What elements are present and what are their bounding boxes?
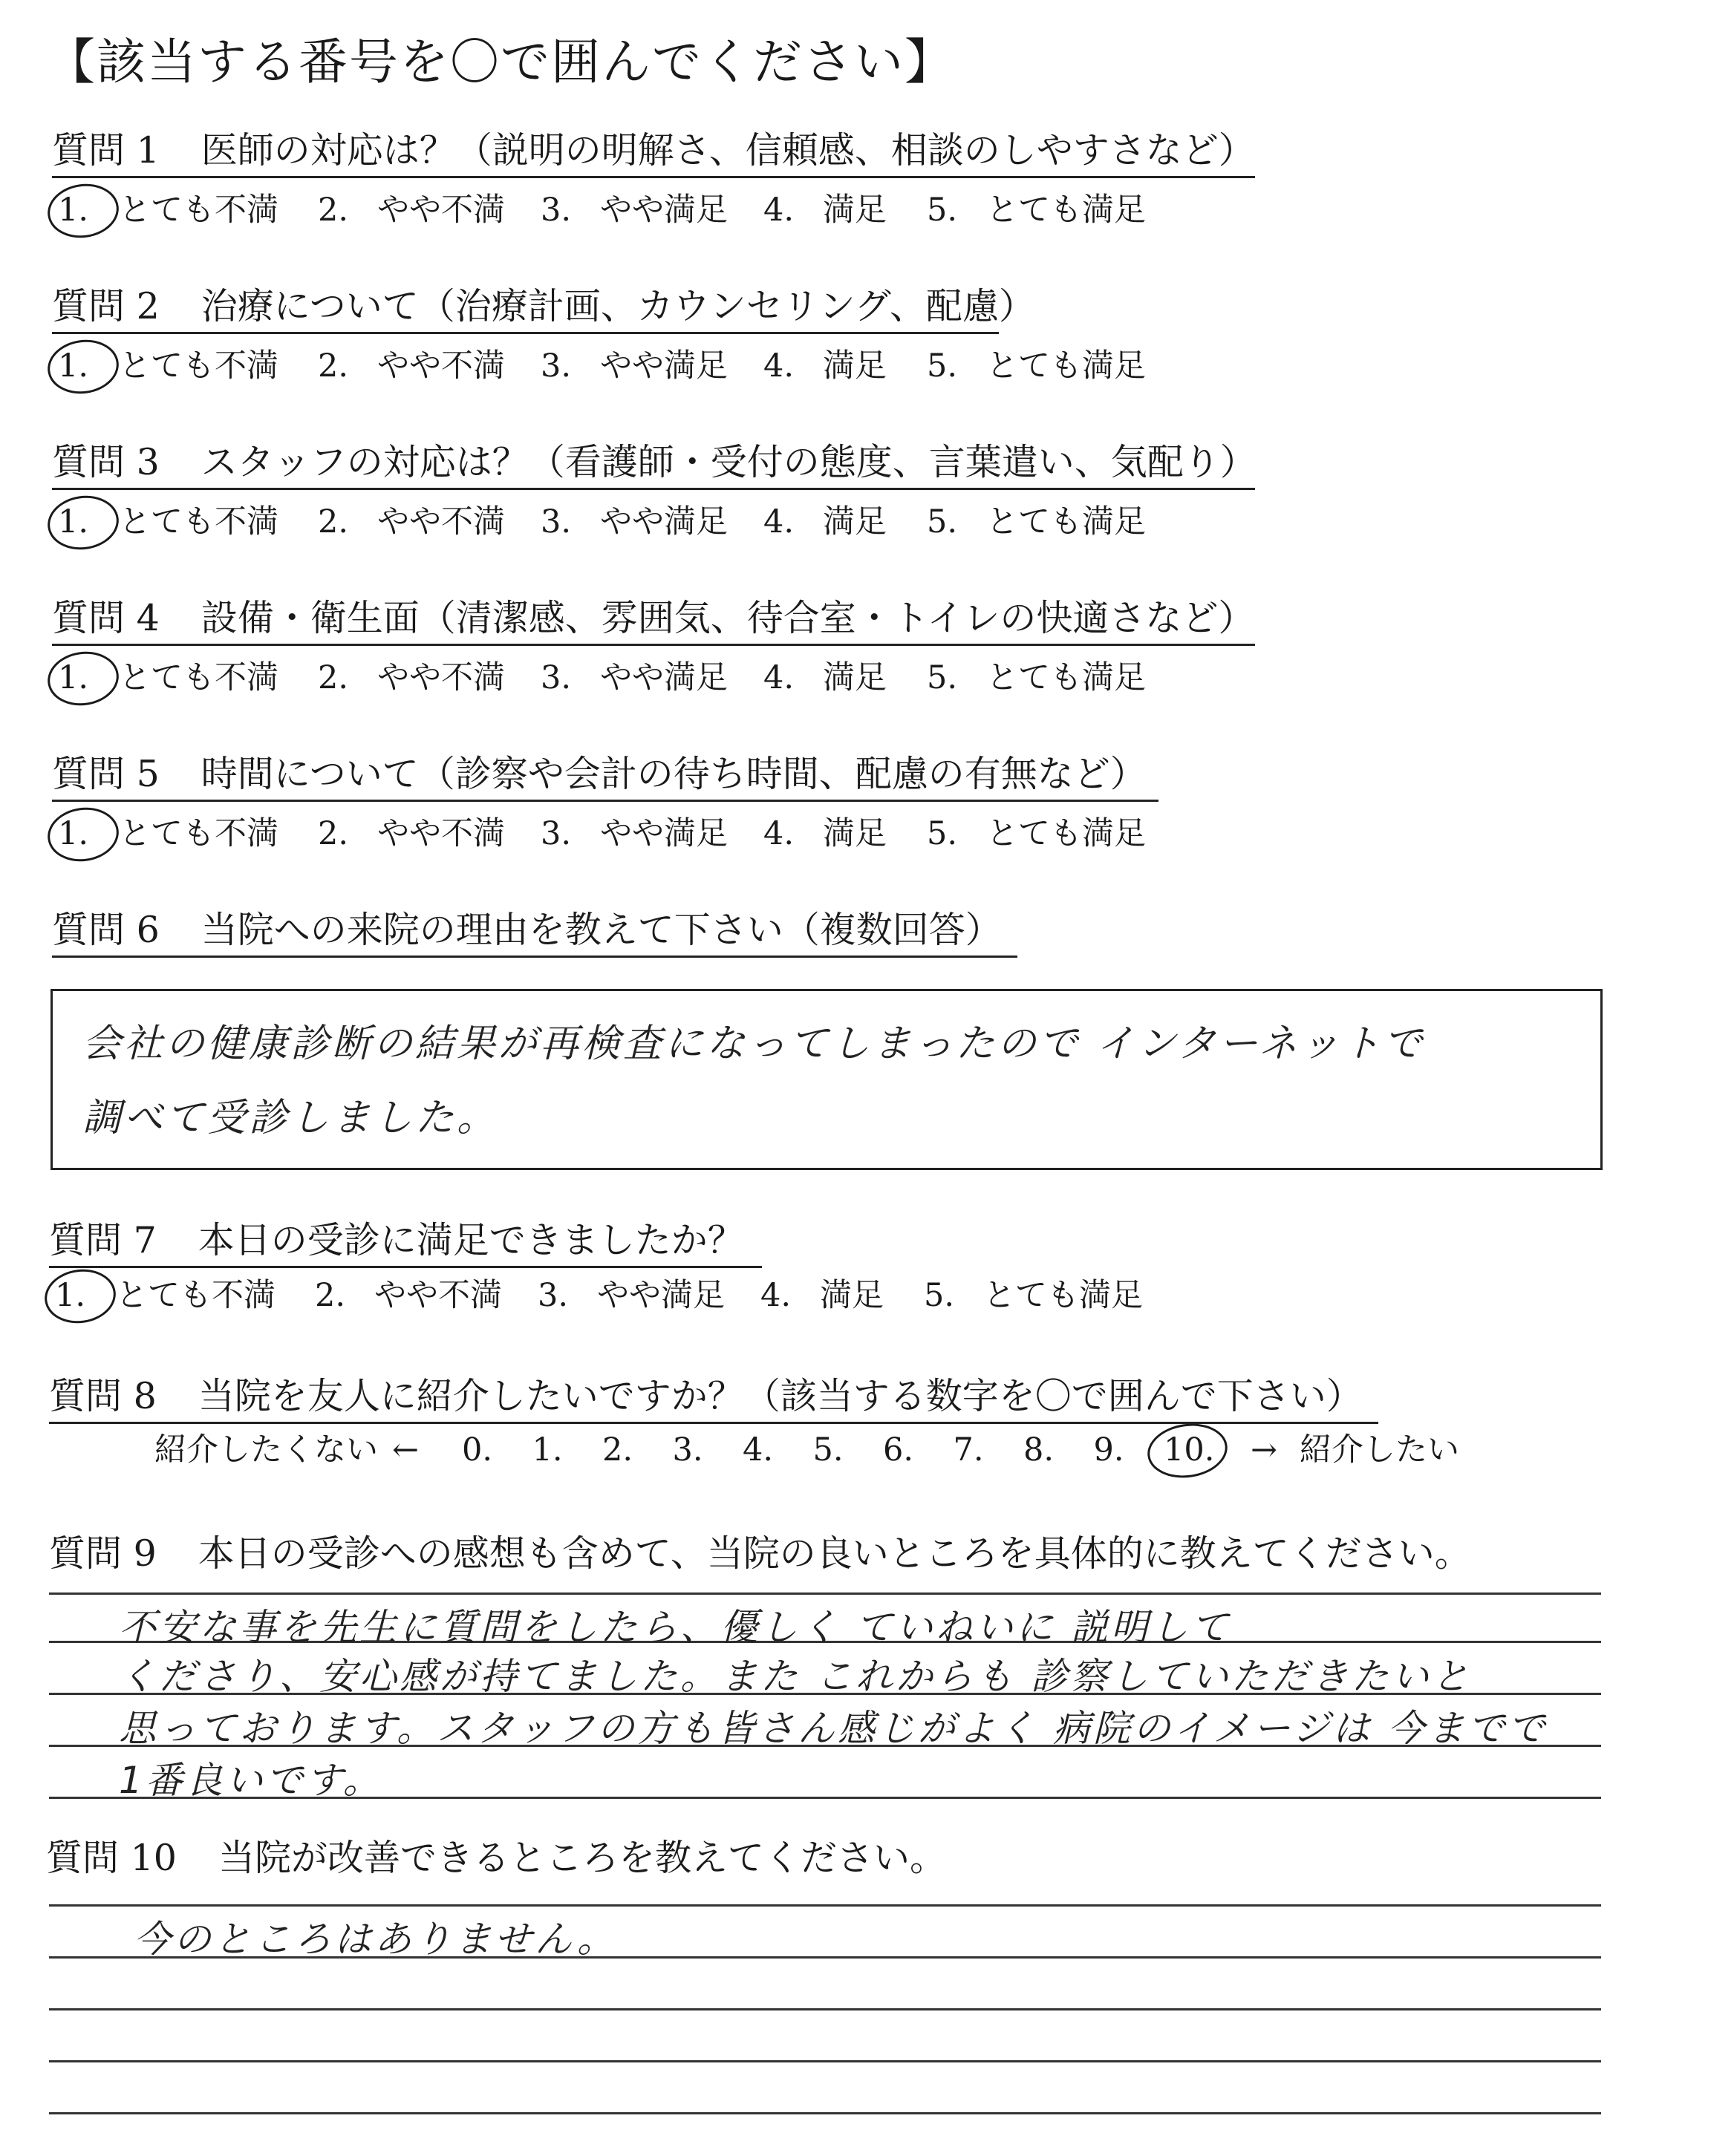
q7-heading: [49, 1219, 744, 1261]
q4-heading: [52, 597, 1255, 639]
q4-option-number[interactable]: 5.: [927, 659, 958, 696]
q1-option-label[interactable]: やや不満: [377, 192, 505, 229]
q5-option-number[interactable]: 5.: [927, 815, 958, 852]
q9-rule: [49, 1592, 1601, 1595]
q8-selection-circle: [1144, 1419, 1231, 1483]
q2-option-number[interactable]: 2.: [318, 347, 349, 385]
q2-option-label[interactable]: 満足: [823, 347, 887, 385]
q2-label: 質問 2: [52, 285, 160, 327]
q7-underline: [49, 1266, 762, 1268]
q1-option-number[interactable]: 1.: [58, 192, 89, 229]
q10-rule: [49, 2008, 1601, 2010]
q3-underline: [52, 488, 1255, 490]
q1-option-number[interactable]: 2.: [318, 192, 349, 229]
q7-option-number[interactable]: 5.: [924, 1277, 955, 1314]
q3-option-number[interactable]: 5.: [927, 503, 958, 540]
q10-rule: [49, 2060, 1601, 2062]
q8-scale-option[interactable]: 8.: [1023, 1431, 1055, 1469]
q7-option-number[interactable]: 4.: [760, 1277, 792, 1314]
q2-option-label[interactable]: とても不満: [119, 347, 278, 385]
q5-option-label[interactable]: やや満足: [600, 815, 728, 852]
q10-text: 当院が改善できるところを教えてください。: [218, 1837, 946, 1879]
q10-label: 質問 10: [46, 1837, 177, 1879]
q2-option-number[interactable]: 5.: [927, 347, 958, 385]
q5-selection-circle: [44, 803, 122, 866]
q2-underline: [52, 332, 999, 334]
q4-option-label[interactable]: 満足: [823, 659, 887, 696]
q6-answer-line: 会社の健康診断の結果が再検査になってしまったので インターネットで: [82, 1022, 1425, 1066]
q8-right-label: 紹介したい: [1300, 1431, 1459, 1469]
q1-selection-circle: [44, 180, 122, 243]
q8-text: 当院を友人に紹介したいですか？（該当する数字を〇で囲んで下さい）: [198, 1375, 1363, 1417]
q1-option-label[interactable]: とても満足: [986, 192, 1146, 229]
q4-option-number[interactable]: 2.: [318, 659, 349, 696]
q7-option-label[interactable]: とても不満: [116, 1277, 276, 1314]
q10-heading: [46, 1837, 946, 1879]
q1-heading: [52, 129, 1255, 172]
q8-left-label: 紹介したくない: [154, 1431, 378, 1469]
q1-option-label[interactable]: 満足: [823, 192, 887, 229]
q8-scale-option[interactable]: 9.: [1093, 1431, 1124, 1469]
q5-underline: [52, 800, 1158, 802]
q6-text: 当院への来院の理由を教えて下さい（複数回答）: [201, 909, 1002, 951]
q6-label: 質問 6: [52, 909, 160, 951]
q2-option-number[interactable]: 3.: [541, 347, 572, 385]
q1-option-number[interactable]: 5.: [927, 192, 958, 229]
q4-option-label[interactable]: やや不満: [377, 659, 505, 696]
q5-option-number[interactable]: 2.: [318, 815, 349, 852]
q8-underline: [49, 1422, 1378, 1424]
q8-scale-option[interactable]: 4.: [743, 1431, 774, 1469]
q2-selection-circle: [44, 336, 122, 399]
q3-heading: [52, 441, 1257, 483]
q3-option-label[interactable]: やや満足: [600, 503, 728, 540]
q3-option-label[interactable]: やや不満: [377, 503, 505, 540]
q5-label: 質問 5: [52, 753, 160, 795]
q6-answer-line: 調べて受診しました。: [82, 1096, 499, 1140]
q5-option-label[interactable]: やや不満: [377, 815, 505, 852]
q8-scale-option[interactable]: 3.: [672, 1431, 703, 1469]
q3-option-number[interactable]: 2.: [318, 503, 349, 540]
q4-option-number[interactable]: 1.: [58, 659, 89, 696]
q4-option-number[interactable]: 4.: [763, 659, 795, 696]
q7-option-number[interactable]: 1.: [55, 1277, 86, 1314]
q8-scale[interactable]: [0, 1431, 1711, 1479]
q5-option-number[interactable]: 3.: [541, 815, 572, 852]
q3-text: スタッフの対応は？（看護師・受付の態度、言葉遣い、気配り）: [201, 441, 1257, 483]
q3-label: 質問 3: [52, 441, 160, 483]
q6-heading: [52, 909, 1002, 951]
q3-selection-circle: [44, 491, 122, 555]
q8-label: 質問 8: [49, 1375, 157, 1417]
q9-answer-line: くださり、安心感が持てました。また これからも 診察していただきたいと: [119, 1655, 1472, 1698]
q10-rule: [49, 1904, 1601, 1907]
q7-text: 本日の受診に満足できましたか？: [198, 1219, 744, 1261]
q1-text: 医師の対応は？（説明の明解さ、信頼感、相談のしやすさなど）: [201, 129, 1255, 172]
q10-answer-line: 今のところはありません。: [134, 1918, 617, 1961]
q9-heading: [49, 1532, 1471, 1575]
q3-option-label[interactable]: とても不満: [119, 503, 278, 540]
q9-text: 本日の受診への感想も含めて、当院の良いところを具体的に教えてください。: [198, 1532, 1471, 1575]
q5-option-label[interactable]: とても不満: [119, 815, 278, 852]
q8-scale-option[interactable]: 10.: [1164, 1431, 1215, 1469]
q4-option-label[interactable]: とても満足: [986, 659, 1146, 696]
q6-underline: [52, 956, 1017, 958]
q5-heading: [52, 753, 1147, 795]
q3-option-label[interactable]: とても満足: [986, 503, 1146, 540]
q8-scale-option[interactable]: 5.: [812, 1431, 844, 1469]
q8-scale-option[interactable]: 6.: [883, 1431, 914, 1469]
q3-option-number[interactable]: 4.: [763, 503, 795, 540]
q7-option-label[interactable]: 満足: [820, 1277, 884, 1314]
q1-underline: [52, 176, 1255, 178]
q2-option-number[interactable]: 4.: [763, 347, 795, 385]
q4-option-label[interactable]: とても不満: [119, 659, 278, 696]
q2-option-number[interactable]: 1.: [58, 347, 89, 385]
q7-selection-circle: [41, 1265, 119, 1328]
q4-underline: [52, 644, 1255, 646]
q8-heading: [49, 1375, 1363, 1417]
q9-label: 質問 9: [49, 1532, 157, 1575]
q8-scale-option[interactable]: 1.: [532, 1431, 563, 1469]
q7-option-label[interactable]: やや満足: [597, 1277, 725, 1314]
q7-option-label[interactable]: やや不満: [374, 1277, 502, 1314]
q7-option-number[interactable]: 3.: [538, 1277, 569, 1314]
q6-answer-box[interactable]: [50, 989, 1603, 1170]
q3-option-number[interactable]: 3.: [541, 503, 572, 540]
q1-label: 質問 1: [52, 129, 160, 172]
q4-label: 質問 4: [52, 597, 160, 639]
q5-option-label[interactable]: とても満足: [986, 815, 1146, 852]
q1-option-number[interactable]: 4.: [763, 192, 795, 229]
q5-option-number[interactable]: 1.: [58, 815, 89, 852]
q8-scale-option[interactable]: 2.: [602, 1431, 633, 1469]
q5-text: 時間について（診察や会計の待ち時間、配慮の有無など）: [201, 753, 1147, 795]
q8-scale-option[interactable]: 7.: [953, 1431, 984, 1469]
q5-option-number[interactable]: 4.: [763, 815, 795, 852]
q8-right-arrow: →: [1251, 1431, 1278, 1469]
q2-text: 治療について（治療計画、カウンセリング、配慮）: [201, 285, 1035, 327]
q9-answer-line: 1番良いです。: [119, 1759, 383, 1802]
q3-option-label[interactable]: 満足: [823, 503, 887, 540]
q7-option-label[interactable]: とても満足: [983, 1277, 1143, 1314]
q8-left-arrow: ←: [392, 1431, 420, 1469]
q5-option-label[interactable]: 満足: [823, 815, 887, 852]
q2-heading: [52, 285, 1035, 327]
q3-option-number[interactable]: 1.: [58, 503, 89, 540]
q7-option-number[interactable]: 2.: [315, 1277, 346, 1314]
q1-option-label[interactable]: とても不満: [119, 192, 278, 229]
q4-text: 設備・衛生面（清潔感、雰囲気、待合室・トイレの快適さなど）: [201, 597, 1255, 639]
q1-option-label[interactable]: やや満足: [600, 192, 728, 229]
q4-option-number[interactable]: 3.: [541, 659, 572, 696]
q1-option-number[interactable]: 3.: [541, 192, 572, 229]
q7-label: 質問 7: [49, 1219, 157, 1261]
q9-answer-line: 不安な事を先生に質問をしたら、優しく ていねいに 説明して: [119, 1606, 1231, 1649]
q8-scale-option[interactable]: 0.: [462, 1431, 493, 1469]
q2-option-label[interactable]: やや満足: [600, 347, 728, 385]
q4-selection-circle: [44, 647, 122, 710]
q2-option-label[interactable]: やや不満: [377, 347, 505, 385]
q4-option-label[interactable]: やや満足: [600, 659, 728, 696]
q9-answer-line: 思っております。スタッフの方も皆さん感じがよく 病院のイメージは 今までで: [119, 1707, 1548, 1750]
q2-option-label[interactable]: とても満足: [986, 347, 1146, 385]
q10-rule: [49, 2112, 1601, 2114]
form-instruction-header: 【該当する番号を〇で囲んでください】: [46, 33, 955, 91]
